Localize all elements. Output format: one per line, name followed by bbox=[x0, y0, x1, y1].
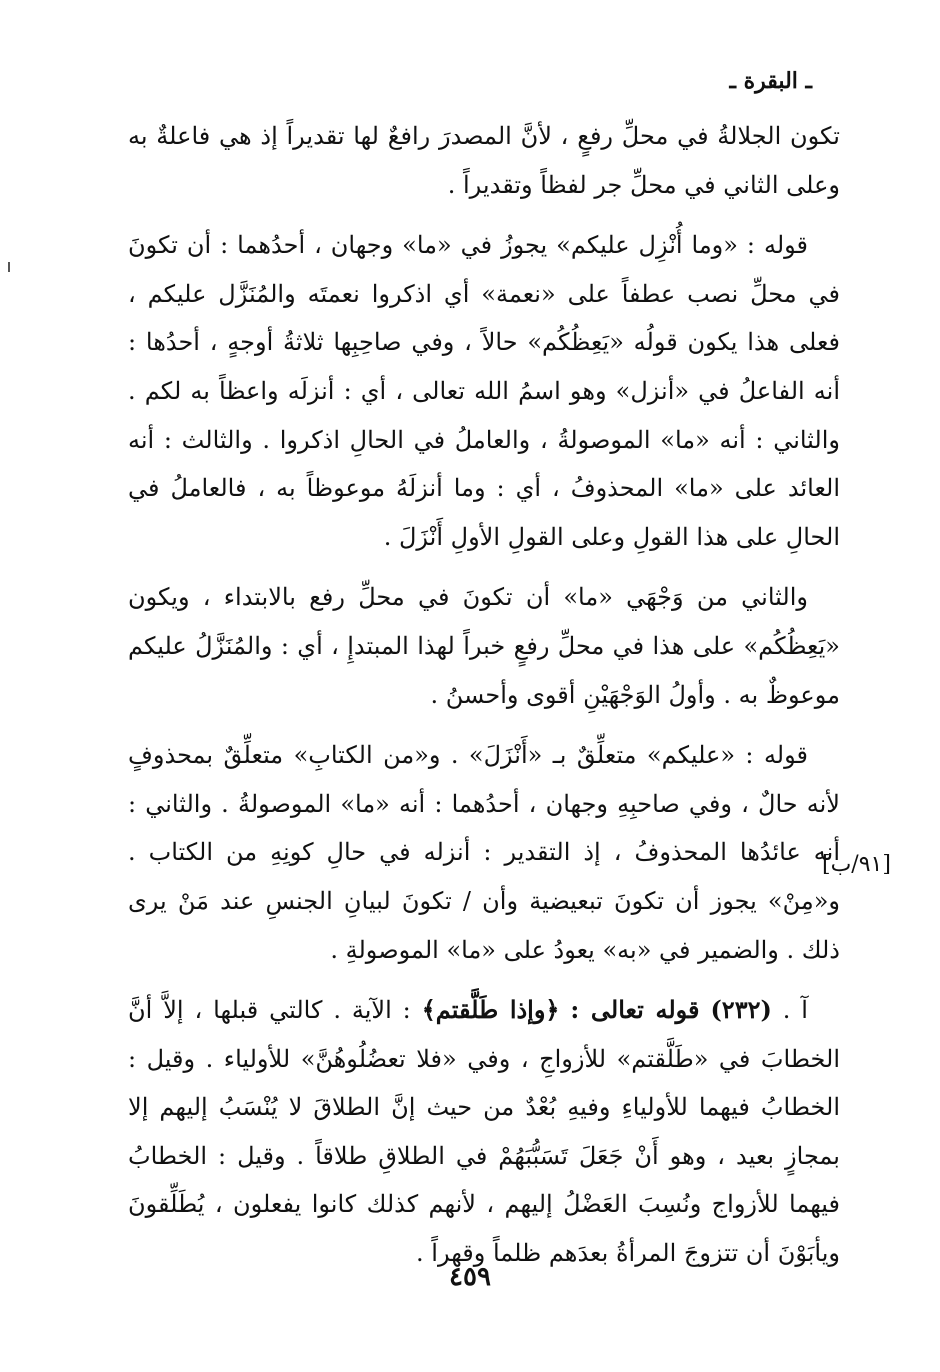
verse-lead: قوله تعالى : bbox=[570, 995, 700, 1025]
paragraph-3: والثاني من وَجْهَي «ما» أن تكونَ في محلِّ رفع بالابتداء ، ويكون «يَعِظُكُم» على هذا في محلِّ رفعٍ خبراً لهذا المبتدإِ ، أي : والمُنَزَّلُ عليكم موعوظٌ به . وأولُ الوَجْهَيْنِ أقوى وأحسنُ . bbox=[128, 583, 840, 709]
body-text bbox=[128, 112, 840, 1290]
scan-artifact-mark bbox=[8, 262, 10, 272]
running-header: ـ البقرة ـ bbox=[729, 68, 812, 94]
verse-number: (٢٣٢) bbox=[710, 995, 772, 1025]
paragraph-5 bbox=[128, 986, 840, 1278]
paragraph-5-text: : الآية . كالتي قبلها ، إلاَّ أنَّ الخطابَ في «طَلَّقتم» للأزواجِ ، وفي «فلا تعضُلُوهُنَّ» للأولياء . وقيل : الخطابُ فيهما للأولياءِ وفيهِ بُعْدٌ من حيث إنَّ الطلاقَ لا يُنْسَبُ إليهم إلا بمجازٍ بعيد ، وهو أَنْ جَعَلَ تَسَبُّبَهُمْ في الطلاقِ طلاقاً . وقيل : الخطابُ فيهما للأزواج ونُسِبَ العَضْلُ إليهم ، لأنهم كذلك كانوا يفعلون ، يُطَلِّقونَ ويأبَوْنَ أن تتزوجَ المرأةُ بعدَهم ظلماً وقهراً . bbox=[128, 996, 840, 1268]
page-number: ٤٥٩ bbox=[449, 1262, 491, 1292]
manuscript-folio-note: [٩١/ب] bbox=[822, 852, 891, 877]
paragraph-1: تكون الجلالةُ في محلِّ رفعٍ ، لأنَّ المصدرَ رافعٌ لها تقديراً إذ هي فاعلةٌ به وعلى الثاني في محلِّ جر لفظاً وتقديراً . bbox=[128, 122, 840, 199]
verse-prefix: آ . bbox=[782, 996, 808, 1025]
paragraph-2: قوله : «وما أُنْزِل عليكم» يجوزُ في «ما» وجهان ، أحدُهما : أن تكونَ في محلِّ نصب عطفاً على «نعمة» أي اذكروا نعمتَه والمُنَزَّل عليكم ، فعلى هذا يكون قولُه «يَعِظُكُم» حالاً ، وفي صاحِبِها ثلاثةُ أوجهٍ ، أحدُها : أنه الفاعلُ في «أنزل» وهو اسمُ الله تعالى ، أي : أنزلَه واعظاً به لكم . والثاني : أنه «ما» الموصولةُ ، والعاملُ في الحالِ اذكروا . والثالث : أنه العائد على «ما» المحذوفُ ، أي : وما أنزلَهُ موعوظاً به ، فالعاملُ في الحالِ على هذا القولِ وعلى القولِ الأولِ أَنْزَلَ . bbox=[128, 231, 840, 551]
quran-quote: ﴿وإذا طَلَّقتم﴾ bbox=[421, 995, 560, 1025]
paragraph-4: قوله : «عليكم» متعلِّقٌ بـ «أَنْزَلَ» . و«من الكتابِ» متعلِّقٌ بمحذوفٍ لأنه حالٌ ، وفي صاحبِهِ وجهان ، أحدُهما : أنه «ما» الموصولةُ . والثاني : أنه عائدُها المحذوفُ ، إذ التقدير : أنزله في حالِ كونِهِ من الكتاب . و«مِنْ» يجوز أن تكونَ تبعيضية وأن / تكونَ لبيانِ الجنسِ عند مَنْ يرى ذلك . والضمير في «به» يعودُ على «ما» الموصولةِ . bbox=[128, 741, 840, 964]
